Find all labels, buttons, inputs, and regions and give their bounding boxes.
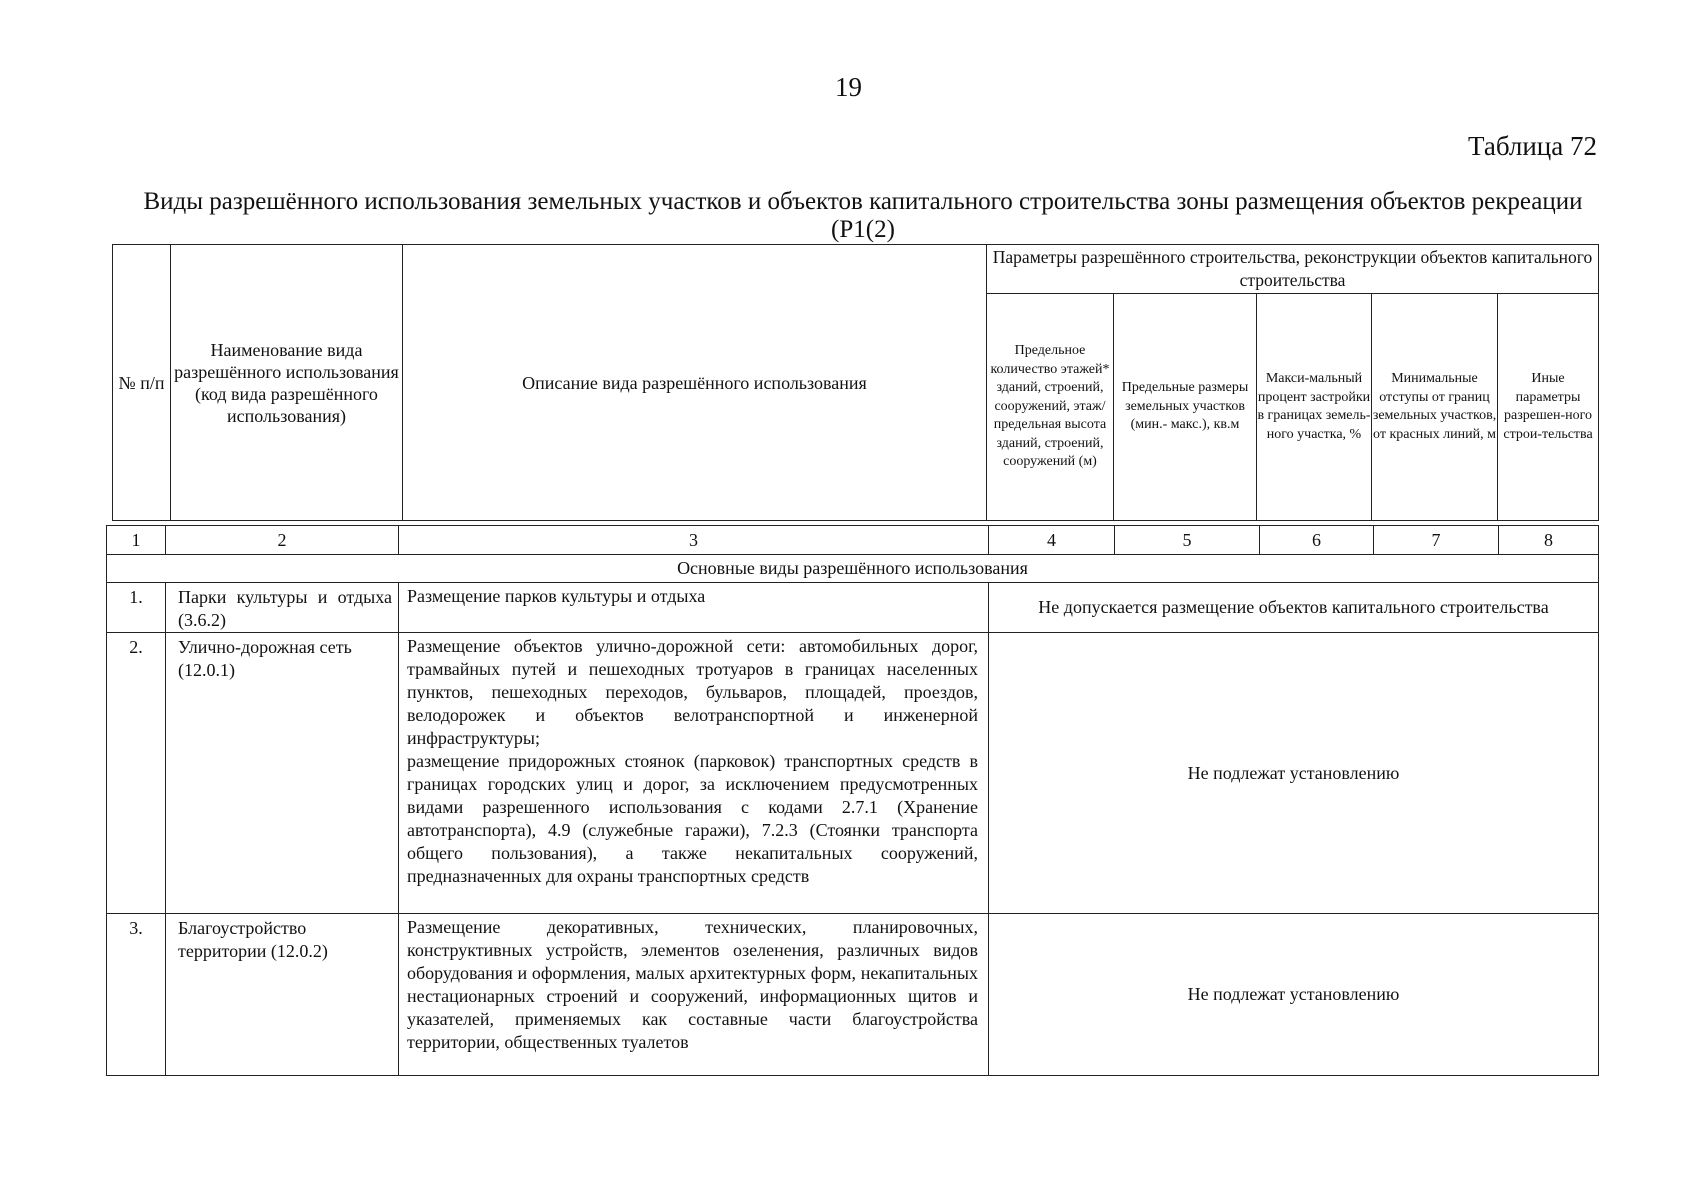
header-number: № п/п [113,245,171,521]
row-number: 1. [107,583,166,633]
column-number: 6 [1260,526,1374,555]
header-plot-sizes: Предельные размеры земельных участков (мин.- макс.), кв.м [1114,294,1257,521]
column-number: 3 [399,526,989,555]
row-use-name: Парки культуры и отдыха (3.6.2) [166,583,399,633]
row-params: Не допускается размещение объектов капитального строительства [989,583,1599,633]
row-use-description: Размещение объектов улично-дорожной сети: автомобильных дорог, трамвайных путей и пешеходных тротуаров в границах населенных пунктов, пешеходных переходов, бульваров, площадей, проездов, велодорожек и объектов велотранспортной и инженерной инфраструктуры; размещение придорожных стоянок (парковок) транспортных средств в границах городских улиц и дорог, за исключением предусмотренных видами разрешенного использования с кодами 2.7.1 (Хранение автотранспорта), 4.9 (служебные гаражи), 7.2.3 (Стоянки транспорта общего пользования), а также некапитальных сооружений, предназначенных для охраны транспортных средств [399,633,989,914]
header-max-coverage: Макси-мальный процент застройки в границах земель-ного участка, % [1257,294,1372,521]
page-number: 19 [835,72,862,102]
column-number: 5 [1115,526,1260,555]
row-params: Не подлежат установлению [989,914,1599,1076]
column-number: 1 [107,526,166,555]
header-use-description: Описание вида разрешённого использования [403,245,987,521]
section-row [107,555,1599,583]
header-params-title: Параметры разрешённого строительства, реконструкции объектов капитального строительства [987,245,1599,294]
row-number: 2. [107,633,166,914]
table-row [107,633,1599,914]
table-body [106,525,1599,1076]
row-use-name: Улично-дорожная сеть (12.0.1) [166,633,399,914]
table-row [107,914,1599,1076]
table-row [107,583,1599,633]
header-other-params: Иные параметры разрешен-ного строи-тельства [1498,294,1599,521]
row-params: Не подлежат установлению [989,633,1599,914]
row-number: 3. [107,914,166,1076]
header-min-setbacks: Минимальные отступы от границ земельных участков, от красных линий, м [1372,294,1498,521]
document-title: Виды разрешённого использования земельных участков и объектов капитального строительства зоны размещения объектов рекреации (Р1(2) [143,188,1583,243]
section-title: Основные виды разрешённого использования [107,555,1599,583]
header-max-floors: Предельное количество этажей* зданий, строений, сооружений, этаж/ предельная высота зданий, строений, сооружений (м) [987,294,1114,521]
row-use-name: Благоустройство территории (12.0.2) [166,914,399,1076]
column-number-row [107,526,1599,555]
column-number: 4 [989,526,1115,555]
column-number: 2 [166,526,399,555]
table-header [112,244,1599,521]
header-use-name: Наименование вида разрешённого использования (код вида разрешённого использования) [171,245,403,521]
row-use-description: Размещение парков культуры и отдыха [399,583,989,633]
table-label: Таблица 72 [1468,131,1597,161]
column-number: 8 [1499,526,1599,555]
column-number: 7 [1374,526,1499,555]
row-use-description: Размещение декоративных, технических, планировочных, конструктивных устройств, элементов озеленения, различных видов оборудования и оформления, малых архитектурных форм, некапитальных нестационарных строений и сооружений, информационных щитов и указателей, применяемых как составные части благоустройства территории, общественных туалетов [399,914,989,1076]
